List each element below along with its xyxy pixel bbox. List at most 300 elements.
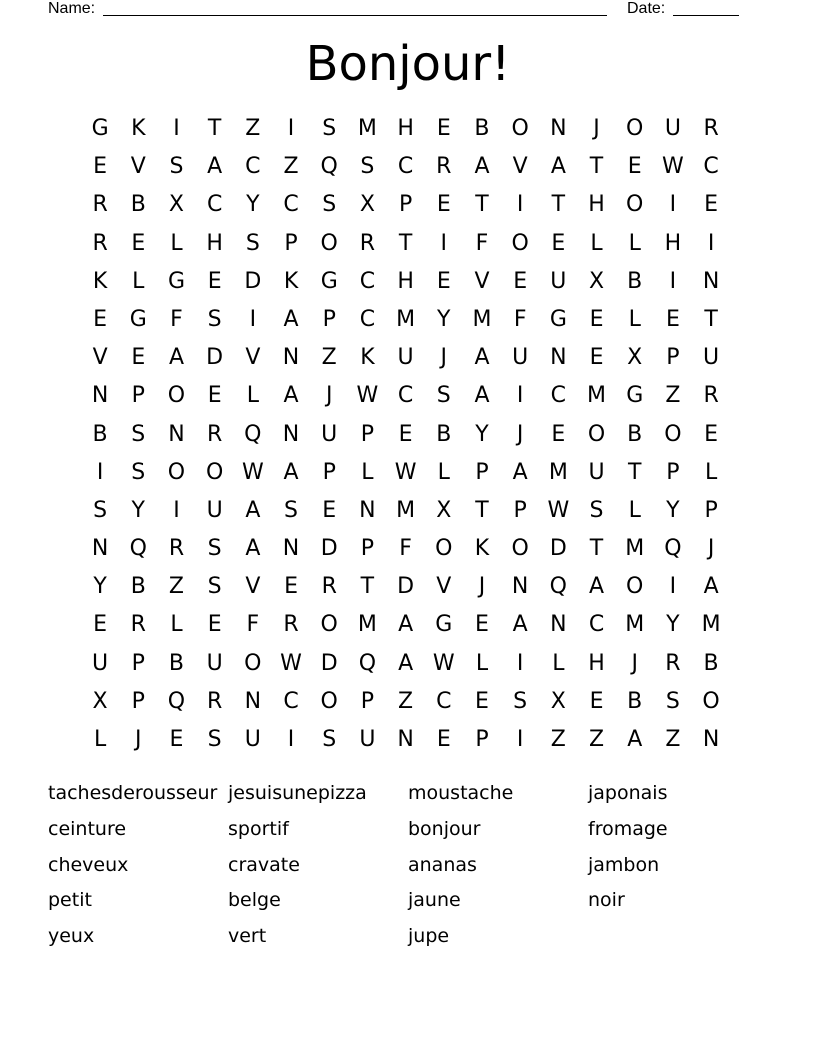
grid-letter: J [440, 345, 448, 371]
grid-letter: U [206, 497, 223, 523]
grid-letter: R [92, 230, 108, 256]
grid-letter: W [280, 650, 302, 676]
grid-letter: A [207, 154, 223, 180]
grid-letter: G [167, 268, 185, 294]
grid-letter: E [436, 268, 451, 294]
grid-letter: E [436, 116, 451, 141]
grid-row [81, 377, 730, 415]
grid-letter: A [474, 154, 490, 180]
grid-letter: E [589, 688, 604, 714]
grid-letter: B [92, 421, 108, 447]
grid-letter: M [396, 497, 416, 523]
grid-letter: B [627, 688, 643, 714]
grid-letter: U [550, 268, 567, 294]
grid-letter: L [552, 650, 565, 676]
grid-letter: C [245, 154, 261, 180]
grid-letter: T [704, 306, 718, 332]
word-bank-item: jesuisunepizza [228, 782, 367, 804]
name-blank-line [103, 15, 607, 16]
word-bank-item: cravate [228, 853, 300, 876]
grid-letter: U [321, 421, 338, 447]
grid-letter: O [511, 536, 529, 562]
grid-letter: I [249, 306, 257, 332]
grid-letter: G [435, 612, 453, 638]
grid-letter: Z [550, 727, 566, 752]
grid-letter: E [207, 612, 222, 638]
grid-letter: E [93, 154, 108, 180]
grid-letter: S [665, 688, 680, 714]
page-title: Bonjour! [305, 36, 511, 92]
grid-letter: P [666, 459, 680, 485]
grid-row [81, 148, 730, 186]
grid-letter: J [631, 650, 638, 676]
grid-letter: P [475, 459, 489, 485]
grid-letter: R [359, 230, 376, 256]
grid-letter: B [627, 268, 643, 294]
grid-letter: A [245, 497, 261, 523]
grid-letter: N [550, 116, 567, 141]
grid-letter: O [587, 421, 606, 447]
grid-letter: E [322, 497, 337, 523]
grid-letter: C [550, 383, 567, 409]
grid-letter: R [168, 536, 185, 562]
grid-letter: Y [93, 574, 107, 600]
grid-letter: M [548, 459, 568, 485]
grid-letter: R [321, 574, 337, 600]
grid-letter: E [398, 421, 413, 447]
grid-letter: I [287, 727, 295, 752]
grid-letter: L [170, 612, 183, 638]
grid-letter: L [437, 459, 450, 485]
grid-letter: L [590, 230, 603, 256]
grid-letter: J [478, 574, 486, 600]
grid-letter: I [96, 459, 104, 485]
grid-letter: C [397, 383, 414, 409]
grid-letter: R [703, 116, 719, 141]
grid-letter: A [283, 306, 299, 332]
grid-letter: E [627, 154, 642, 180]
grid-letter: S [360, 154, 375, 180]
grid-letter: Q [320, 154, 338, 180]
grid-letter: E [93, 612, 108, 638]
grid-letter: U [92, 650, 109, 676]
grid-letter: O [167, 383, 186, 409]
grid-letter: E [436, 727, 451, 752]
grid-letter: Z [588, 727, 605, 752]
grid-letter: C [397, 154, 414, 180]
grid-letter: R [207, 688, 223, 714]
grid-letter: E [131, 230, 146, 256]
grid-letter: N [91, 383, 109, 409]
grid-letter: I [516, 383, 524, 409]
grid-letter: E [589, 306, 604, 332]
grid-letter: U [359, 727, 376, 752]
grid-letter: O [626, 192, 644, 218]
grid-letter: M [396, 306, 416, 332]
grid-letter: X [168, 192, 184, 218]
word-bank-item: belge [228, 889, 281, 912]
grid-letter: X [436, 497, 452, 523]
grid-letter: T [475, 497, 489, 523]
grid-letter: E [475, 688, 489, 714]
grid-letter: S [322, 727, 337, 752]
word-column [588, 778, 768, 921]
grid-letter: V [245, 574, 261, 600]
grid-letter: P [284, 230, 298, 256]
grid-letter: Y [437, 306, 451, 332]
grid-letter: M [472, 306, 492, 332]
grid-letter: W [394, 459, 417, 485]
grid-letter: W [432, 650, 455, 676]
grid-letter: A [474, 345, 490, 371]
word-bank-item: fromage [588, 817, 668, 840]
grid-letter: L [93, 727, 107, 752]
grid-letter: V [474, 268, 490, 294]
word-bank-item: ananas [408, 853, 477, 876]
grid-letter: O [435, 536, 453, 562]
grid-letter: P [513, 497, 527, 523]
grid-letter: A [550, 154, 566, 180]
grid-letter: Y [666, 612, 680, 638]
grid-letter: E [284, 574, 298, 600]
grid-letter: A [283, 459, 299, 485]
grid-letter: I [669, 192, 677, 218]
grid-letter: L [628, 230, 641, 256]
worksheet-header [48, 0, 748, 20]
grid-letter: L [361, 459, 374, 485]
grid-letter: A [589, 574, 605, 600]
grid-letter: V [436, 574, 452, 600]
grid-letter: F [246, 612, 260, 638]
grid-letter: S [207, 536, 222, 562]
grid-letter: X [588, 268, 605, 294]
grid-letter: R [665, 650, 681, 676]
grid-letter: Z [283, 154, 299, 180]
grid-letter: Z [321, 345, 337, 371]
grid-letter: N [282, 536, 300, 562]
word-bank-item: sportif [228, 817, 289, 840]
grid-letter: K [131, 116, 146, 141]
grid-letter: H [588, 650, 605, 676]
grid-row [81, 454, 730, 492]
grid-letter: M [357, 116, 377, 141]
grid-letter: G [549, 306, 567, 332]
grid-letter: Z [245, 116, 261, 141]
grid-letter: V [130, 154, 146, 180]
grid-letter: Y [246, 192, 260, 218]
grid-letter: S [207, 306, 222, 332]
grid-letter: A [474, 383, 490, 409]
grid-row [81, 301, 730, 339]
grid-letter: M [587, 383, 607, 409]
grid-letter: Q [664, 536, 682, 562]
grid-row [81, 568, 730, 606]
grid-letter: M [701, 612, 721, 638]
grid-letter: Z [168, 574, 184, 600]
grid-letter: C [359, 268, 376, 294]
grid-letter: N [282, 345, 300, 371]
grid-letter: E [93, 306, 108, 332]
grid-letter: N [397, 727, 414, 752]
grid-letter: H [397, 116, 414, 141]
grid-letter: M [625, 612, 645, 638]
grid-letter: S [131, 459, 146, 485]
grid-letter: I [173, 497, 180, 523]
grid-row [81, 263, 730, 301]
grid-letter: W [547, 497, 570, 523]
grid-letter: Q [549, 574, 567, 600]
name-label: Name: [48, 0, 96, 17]
grid-letter: T [207, 116, 222, 141]
grid-letter: R [207, 421, 223, 447]
grid-letter: O [626, 116, 644, 141]
grid-letter: J [593, 116, 600, 141]
grid-letter: S [322, 116, 337, 141]
grid-letter: A [703, 574, 719, 600]
grid-letter: C [703, 154, 719, 180]
grid-row [81, 683, 730, 721]
grid-letter: U [588, 459, 605, 485]
grid-letter: E [207, 383, 222, 409]
grid-letter: E [551, 421, 566, 447]
grid-row [81, 606, 730, 644]
grid-letter: C [588, 612, 605, 638]
grid-letter: W [356, 383, 379, 409]
grid-letter: W [662, 154, 684, 180]
grid-letter: F [513, 306, 527, 332]
grid-letter: Y [131, 497, 145, 523]
grid-letter: E [207, 268, 222, 294]
grid-letter: Z [398, 688, 414, 714]
grid-letter: O [320, 612, 338, 638]
grid-letter: O [664, 421, 682, 447]
grid-letter: Q [358, 650, 377, 676]
grid-letter: U [512, 345, 529, 371]
grid-row [81, 186, 730, 224]
grid-letter: X [550, 688, 566, 714]
word-column [408, 778, 588, 957]
grid-letter: U [244, 727, 261, 752]
grid-letter: P [360, 421, 375, 447]
grid-letter: O [244, 650, 262, 676]
grid-letter: W [241, 459, 264, 485]
grid-letter: I [287, 116, 295, 141]
grid-letter: P [360, 536, 375, 562]
grid-letter: I [516, 727, 524, 752]
grid-letter: I [707, 230, 715, 256]
grid-letter: V [92, 345, 108, 371]
grid-letter: K [283, 268, 299, 294]
word-bank-item: petit [48, 889, 92, 912]
grid-letter: H [397, 268, 414, 294]
grid-letter: D [320, 536, 338, 562]
grid-letter: Z [665, 727, 681, 752]
grid-letter: X [359, 192, 375, 218]
grid-letter: S [322, 192, 337, 218]
grid-letter: R [283, 612, 299, 638]
date-blank-line [673, 15, 739, 16]
word-column [48, 778, 228, 957]
grid-letter: K [92, 268, 108, 294]
grid-letter: Q [244, 421, 262, 447]
grid-letter: C [206, 192, 223, 218]
grid-letter: L [246, 383, 259, 409]
grid-letter: A [627, 727, 643, 752]
grid-letter: A [168, 345, 184, 371]
grid-letter: N [550, 612, 567, 638]
grid-letter: I [516, 650, 524, 676]
word-bank-item: yeux [48, 925, 95, 948]
grid-letter: N [511, 574, 529, 600]
grid-letter: T [398, 230, 413, 256]
grid-letter: C [436, 688, 452, 714]
grid-letter: E [475, 612, 489, 638]
grid-letter: I [440, 230, 448, 256]
grid-letter: T [360, 574, 375, 600]
word-bank-item: japonais [588, 782, 668, 804]
grid-letter: D [549, 536, 567, 562]
grid-row [81, 645, 730, 683]
grid-letter: R [92, 192, 108, 218]
grid-letter: J [135, 727, 142, 752]
grid-row [81, 492, 730, 530]
grid-letter: Q [129, 536, 147, 562]
grid-letter: E [704, 421, 719, 447]
grid-letter: L [628, 497, 641, 523]
grid-letter: F [475, 230, 489, 256]
grid-letter: O [320, 230, 338, 256]
grid-letter: A [398, 612, 414, 638]
grid-letter: P [131, 650, 145, 676]
grid-letter: E [436, 192, 451, 218]
grid-letter: E [665, 306, 680, 332]
grid-letter: O [511, 116, 529, 141]
grid-letter: H [588, 192, 605, 218]
word-bank-item: cheveux [48, 853, 129, 876]
grid-letter: P [131, 688, 145, 714]
grid-row [81, 225, 730, 263]
grid-letter: V [512, 154, 528, 180]
grid-letter: U [664, 116, 681, 141]
grid-letter: S [207, 574, 222, 600]
grid-letter: S [436, 383, 451, 409]
grid-letter: O [702, 688, 720, 714]
grid-letter: M [625, 536, 645, 562]
grid-letter: E [513, 268, 528, 294]
grid-letter: U [703, 345, 720, 371]
grid-letter: O [167, 459, 186, 485]
grid-letter: Y [475, 421, 489, 447]
grid-letter: D [206, 345, 224, 371]
grid-letter: H [206, 230, 223, 256]
grid-letter: G [626, 383, 644, 409]
grid-letter: U [397, 345, 414, 371]
grid-row [81, 721, 730, 759]
grid-letter: X [627, 345, 643, 371]
grid-letter: P [322, 459, 336, 485]
grid-letter: Q [167, 688, 186, 714]
word-bank-item: tachesderousseur [48, 782, 218, 804]
grid-letter: P [704, 497, 718, 523]
grid-letter: O [511, 230, 529, 256]
grid-letter: N [282, 421, 300, 447]
grid-letter: S [207, 727, 222, 752]
grid-letter: S [284, 497, 299, 523]
grid-row [81, 530, 730, 568]
grid-letter: K [474, 536, 490, 562]
grid-letter: S [93, 497, 108, 523]
date-label: Date: [627, 0, 666, 17]
grid-letter: Y [666, 497, 680, 523]
grid-letter: A [245, 536, 261, 562]
grid-letter: H [664, 230, 682, 256]
grid-letter: T [627, 459, 642, 485]
grid-letter: N [702, 727, 720, 752]
grid-letter: C [283, 192, 299, 218]
grid-letter: B [130, 192, 146, 218]
grid-letter: D [320, 650, 338, 676]
grid-letter: G [91, 116, 109, 141]
grid-letter: N [91, 536, 109, 562]
grid-letter: P [475, 727, 489, 752]
grid-letter: O [205, 459, 224, 485]
grid-letter: L [704, 459, 718, 485]
word-column [228, 778, 408, 957]
grid-letter: E [589, 345, 604, 371]
grid-letter: O [626, 574, 644, 600]
grid-letter: T [551, 192, 566, 218]
grid-row [81, 339, 730, 377]
grid-letter: A [512, 612, 528, 638]
grid-letter: D [397, 574, 415, 600]
word-bank-item: moustache [408, 782, 514, 804]
grid-row [81, 110, 730, 148]
grid-letter: N [244, 688, 262, 714]
grid-letter: J [707, 536, 715, 562]
grid-letter: B [703, 650, 719, 676]
word-bank-item: jambon [588, 853, 660, 876]
grid-letter: C [359, 306, 376, 332]
grid-letter: N [168, 421, 185, 447]
word-bank-item: jupe [408, 925, 450, 948]
grid-letter: E [131, 345, 146, 371]
grid-letter: E [169, 727, 184, 752]
grid-letter: E [704, 192, 719, 218]
grid-letter: R [703, 383, 719, 409]
grid-letter: T [589, 536, 604, 562]
word-bank-item: noir [588, 889, 625, 912]
grid-letter: P [131, 383, 145, 409]
grid-letter: S [131, 421, 146, 447]
grid-letter: F [170, 306, 183, 332]
grid-letter: R [130, 612, 146, 638]
grid-letter: N [359, 497, 376, 523]
grid-letter: I [173, 116, 180, 141]
grid-letter: A [283, 383, 299, 409]
grid-letter: E [551, 230, 566, 256]
grid-letter: P [360, 688, 375, 714]
grid-letter: B [436, 421, 452, 447]
grid-letter: S [245, 230, 260, 256]
grid-letter: L [475, 650, 489, 676]
grid-letter: B [168, 650, 185, 676]
word-bank-item: vert [228, 925, 267, 948]
grid-letter: S [589, 497, 604, 523]
grid-row [81, 416, 730, 454]
word-bank-item: bonjour [408, 817, 481, 840]
grid-letter: R [436, 154, 452, 180]
grid-letter: A [512, 459, 528, 485]
